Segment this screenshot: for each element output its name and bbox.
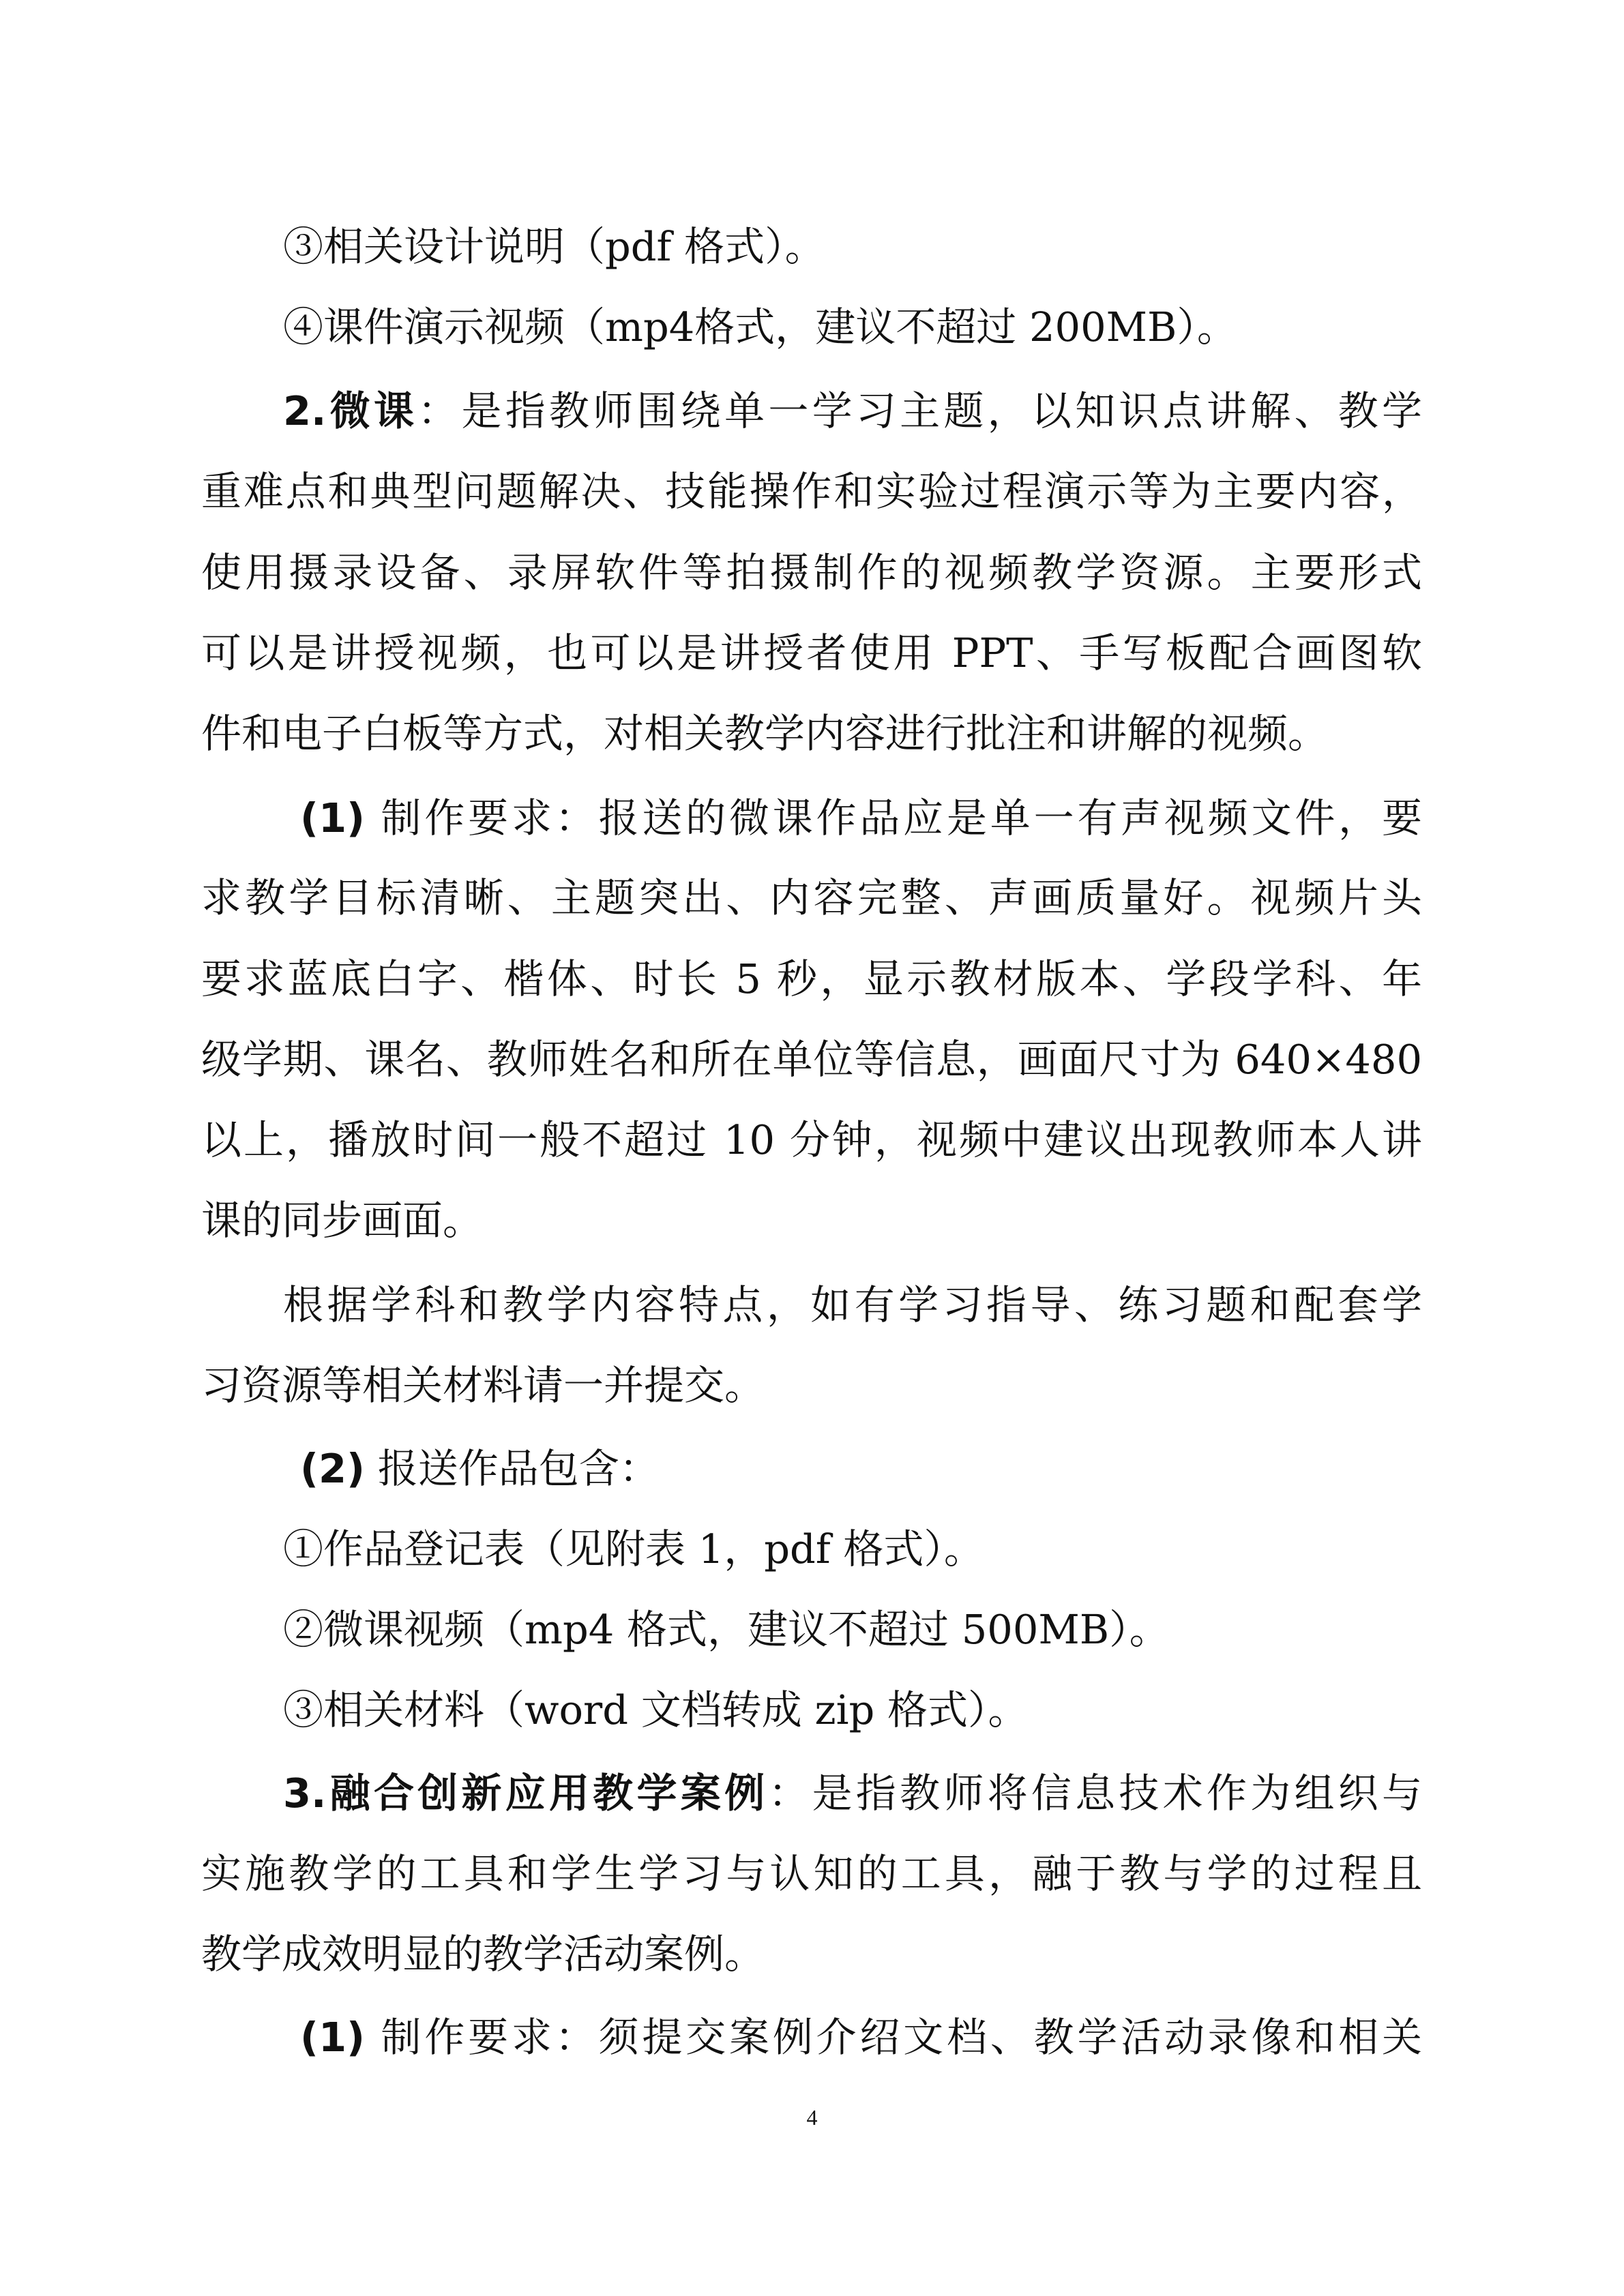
section-heading-line: [283, 1759, 1422, 1828]
section-heading: 3.融合创新应用教学案例: [283, 1770, 769, 1817]
text-line: ④课件演示视频（mp4格式，建议不超过 200MB）。: [283, 303, 1237, 351]
text-line: 习资源等相关材料请一并提交。: [201, 1362, 765, 1409]
sub-heading-line: [300, 1435, 1422, 1503]
text-line: 教学成效明显的教学活动案例。: [201, 1930, 765, 1978]
sub-heading-text: 制作要求：须提交案例介绍文档、教学活动录像和相关: [364, 2014, 1422, 2061]
text-line: 级学期、课名、教师姓名和所在单位等信息，画面尺寸为 640×480: [201, 1036, 1422, 1083]
text-line: 以上，播放时间一般不超过 10 分钟，视频中建议出现教师本人讲: [201, 1116, 1422, 1163]
text-line: ①作品登记表（见附表 1，pdf 格式）。: [283, 1525, 984, 1572]
text-line: 求教学目标清晰、主题突出、内容完整、声画质量好。视频片头: [201, 874, 1422, 921]
item-number: (1): [300, 794, 365, 841]
sub-heading-line: [300, 2003, 1422, 2072]
section-heading-line: [283, 377, 1422, 445]
text-line: 件和电子白板等方式，对相关教学内容进行批注和讲解的视频。: [201, 710, 1329, 757]
text-line: 课的同步画面。: [201, 1197, 484, 1244]
text-line: 使用摄录设备、录屏软件等拍摄制作的视频教学资源。主要形式: [201, 549, 1422, 596]
sub-heading-text: 报送作品包含：: [364, 1445, 660, 1492]
text-line: ②微课视频（mp4 格式，建议不超过 500MB）。: [283, 1606, 1170, 1653]
item-number: (2): [300, 1445, 365, 1492]
text-line: ③相关材料（word 文档转成 zip 格式）。: [283, 1686, 1029, 1733]
text-line: 根据学科和教学内容特点，如有学习指导、练习题和配套学: [283, 1281, 1422, 1328]
text-line: 实施教学的工具和学生学习与认知的工具，融于教与学的过程且: [201, 1850, 1422, 1897]
page-number: 4: [806, 2105, 818, 2130]
text-line: 重难点和典型问题解决、技能操作和实验过程演示等为主要内容，: [201, 468, 1422, 515]
sub-heading-text: 制作要求：报送的微课作品应是单一有声视频文件，要: [364, 794, 1422, 841]
section-heading: 2.微课: [283, 387, 418, 434]
text-line: 要求蓝底白字、楷体、时长 5 秒，显示教材版本、学段学科、年: [201, 955, 1422, 1002]
section-heading-text: ：是指教师将信息技术作为组织与: [768, 1770, 1422, 1817]
sub-heading-line: [300, 784, 1422, 852]
item-number: (1): [300, 2014, 365, 2061]
section-heading-text: ：是指教师围绕单一学习主题，以知识点讲解、教学: [417, 387, 1422, 434]
text-line: ③相关设计说明（pdf 格式）。: [283, 223, 825, 270]
text-line: 可以是讲授视频，也可以是讲授者使用 PPT、手写板配合画图软: [201, 629, 1422, 676]
